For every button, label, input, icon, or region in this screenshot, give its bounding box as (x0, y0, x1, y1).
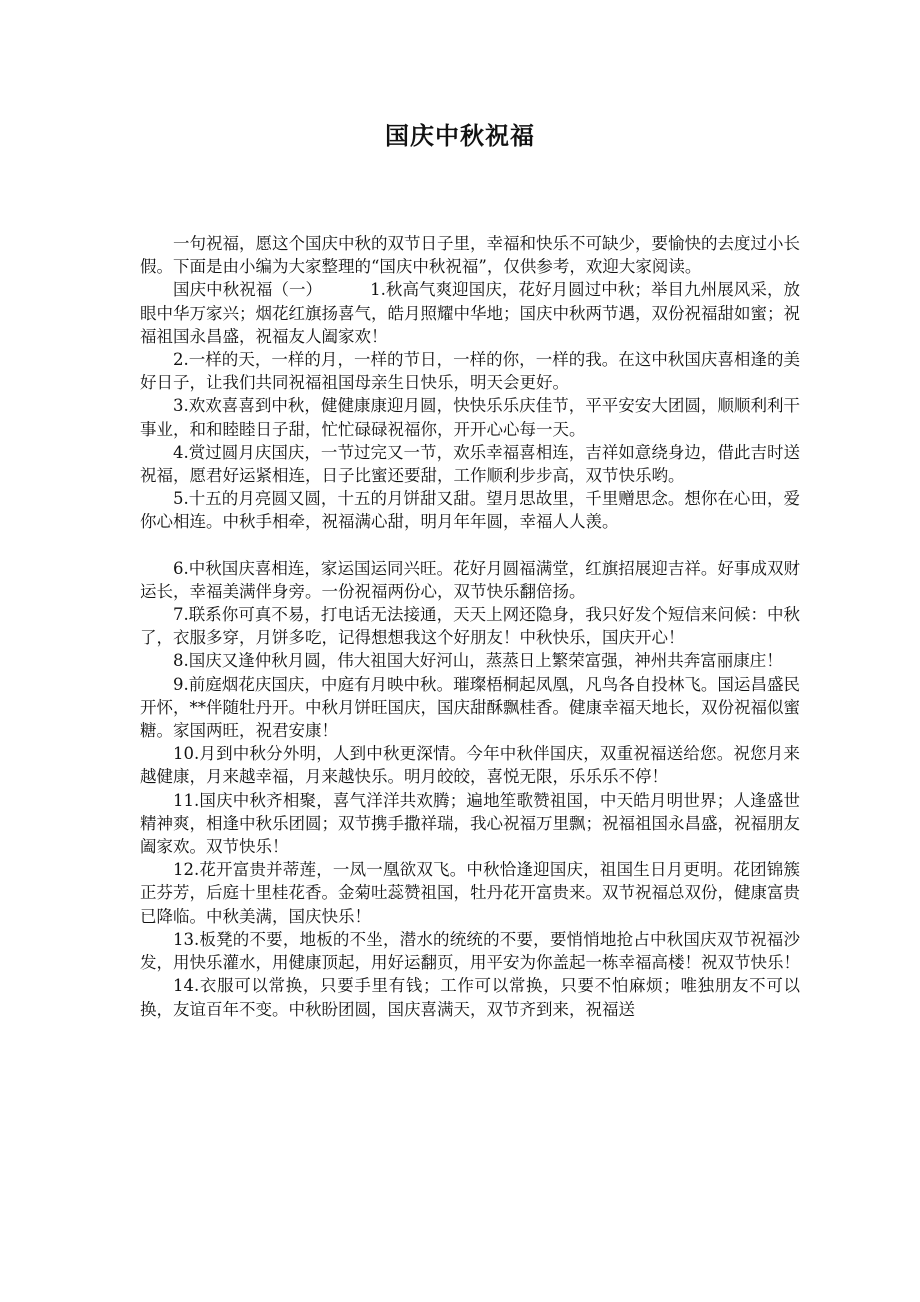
blessing-item-12: 12.花开富贵并蒂莲，一凤一凰欲双飞。中秋恰逢迎国庆，祖国生日月更明。花团锦簇正芬芳，后庭十里桂花香。金菊吐蕊赞祖国，牡丹花开富贵来。双节祝福总双份，健康富贵已降临。中秋美满，国庆快乐！ (140, 860, 800, 926)
blessing-item-1 (140, 278, 800, 348)
blessing-item-13: 13.板凳的不要，地板的不坐，潜水的统统的不要，要悄悄地抢占中秋国庆双节祝福沙发，用快乐灌水，用健康顶起，用好运翻页，用平安为你盖起一栋幸福高楼！祝双节快乐！ (140, 929, 800, 973)
intro-paragraph: 一句祝福，愿这个国庆中秋的双节日子里，幸福和快乐不可缺少，要愉快的去度过小长假。下面是由小编为大家整理的“国庆中秋祝福”，仅供参考，欢迎大家阅读。 (140, 234, 800, 277)
blessing-item-3: 3.欢欢喜喜到中秋，健健康康迎月圆，快快乐乐庆佳节，平平安安大团圆，顺顺利利干事业，和和睦睦日子甜，忙忙碌碌祝福你，开开心心每一天。 (140, 396, 800, 439)
document-body (140, 232, 800, 1021)
blessing-item-8: 8.国庆又逢仲秋月圆，伟大祖国大好河山，蒸蒸日上繁荣富强，神州共奔富丽康庄！ (173, 651, 783, 671)
blessing-item-4: 4.赏过圆月庆国庆，一节过完又一节，欢乐幸福喜相连，吉祥如意绕身边，借此吉时送祝福，愿君好运紧相连，日子比蜜还要甜，工作顺利步步高，双节快乐哟。 (140, 442, 800, 486)
blessing-item-7: 7.联系你可真不易，打电话无法接通，天天上网还隐身，我只好发个短信来问候：中秋了，衣服多穿，月饼多吃，记得想想我这个好朋友！中秋快乐，国庆开心！ (140, 605, 800, 648)
blessing-item-10: 10.月到中秋分外明，人到中秋更深情。今年中秋伴国庆，双重祝福送给您。祝您月来越健康，月来越幸福，月来越快乐。明月皎皎，喜悦无限，乐乐乐不停！ (140, 744, 800, 787)
document-title: 国庆中秋祝福 (385, 122, 535, 150)
blessing-item-11: 11.国庆中秋齐相聚，喜气洋洋共欢腾；遍地笙歌赞祖国，中天皓月明世界；人逢盛世精神爽，相逢中秋乐团圆；双节携手撒祥瑞，我心祝福万里飘；祝福祖国永昌盛，祝福朋友阖家欢。双节快乐！ (140, 790, 800, 857)
blessing-item-2: 2.一样的天，一样的月，一样的节日，一样的你，一样的我。在这中秋国庆喜相逢的美好日子，让我们共同祝福祖国母亲生日快乐，明天会更好。 (140, 350, 800, 393)
blessing-item-text-1: 1.秋高气爽迎国庆，花好月圆过中秋；举目九州展风采，放眼中华万家兴；烟花红旗扬喜气，皓月照耀中华地；国庆中秋两节遇，双份祝福甜如蜜；祝福祖国永昌盛，祝福友人阖家欢！ (140, 280, 801, 346)
section-label: 国庆中秋祝福（一） (173, 280, 323, 300)
blessing-item-9: 9.前庭烟花庆国庆，中庭有月映中秋。璀璨梧桐起凤凰，凡鸟各自投林飞。国运昌盛民开怀，**伴随牡丹开。中秋月饼旺国庆，国庆甜酥飘桂香。健康幸福天地长，双份祝福似蜜糖。家国两旺，祝君安康！ (140, 674, 800, 741)
blessing-item-5: 5.十五的月亮圆又圆，十五的月饼甜又甜。望月思故里，千里赠思念。想你在心田，爱你心相连。中秋手相牵，祝福满心甜，明月年年圆，幸福人人羡。 (140, 489, 800, 532)
blessing-item-6: 6.中秋国庆喜相连，家运国运同兴旺。花好月圆福满堂，红旗招展迎吉祥。好事成双财运长，幸福美满伴身旁。一份祝福两份心，双节快乐翻倍扬。 (140, 558, 800, 601)
blessing-item-14: 14.衣服可以常换，只要手里有钱；工作可以常换，只要不怕麻烦；唯独朋友不可以换，友谊百年不变。中秋盼团圆，国庆喜满天，双节齐到来，祝福送 (140, 976, 800, 1019)
